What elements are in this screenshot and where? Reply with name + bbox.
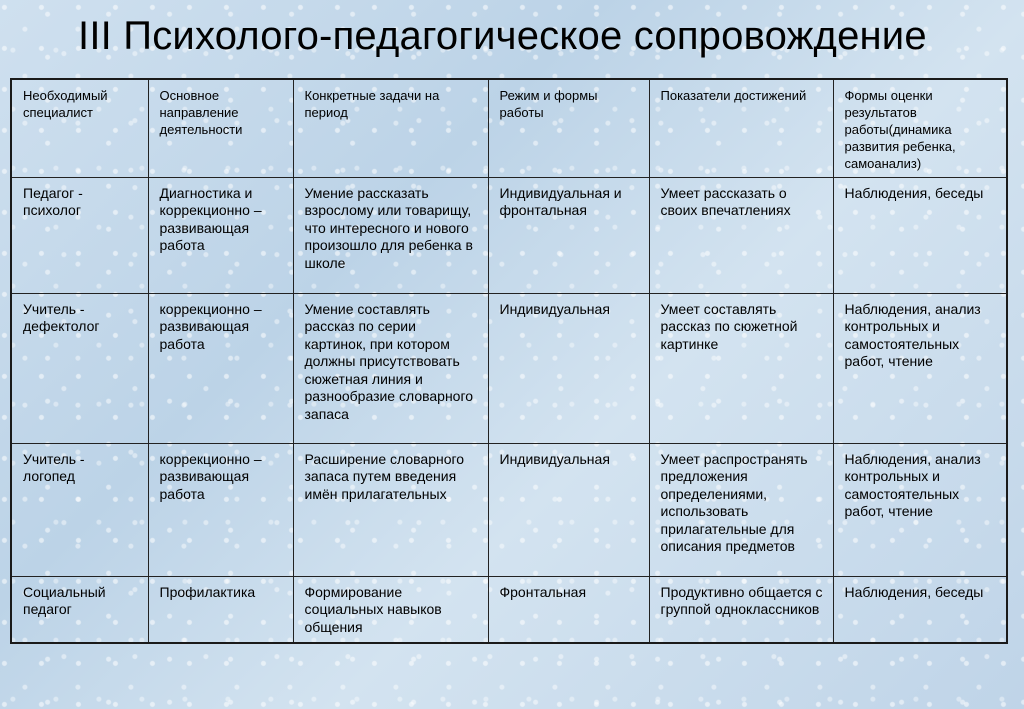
header-evaluation: Формы оценки результатов работы(динамика развития ребенка, самоанализ) — [833, 79, 1007, 177]
header-mode: Режим и формы работы — [488, 79, 649, 177]
cell-achievements: Умеет рассказать о своих впечатлениях — [649, 177, 833, 293]
header-tasks: Конкретные задачи на период — [293, 79, 488, 177]
cell-direction: коррекционно – развивающая работа — [148, 293, 293, 443]
cell-specialist: Учитель - логопед — [11, 443, 148, 576]
cell-tasks: Расширение словарного запаса путем введения имён прилагательных — [293, 443, 488, 576]
cell-specialist: Педагог - психолог — [11, 177, 148, 293]
table-row — [11, 293, 1007, 443]
cell-evaluation: Наблюдения, анализ контрольных и самостоятельных работ, чтение — [833, 293, 1007, 443]
cell-mode: Индивидуальная и фронтальная — [488, 177, 649, 293]
cell-direction: коррекционно – развивающая работа — [148, 443, 293, 576]
cell-tasks: Формирование социальных навыков общения — [293, 576, 488, 643]
slide-title: III Психолого-педагогическое сопровождение — [78, 14, 927, 58]
cell-tasks: Умение рассказать взрослому или товарищу, что интересного и нового произошло для ребенка в школе — [293, 177, 488, 293]
cell-direction: Профилактика — [148, 576, 293, 643]
table-header-row — [11, 79, 1007, 177]
cell-mode: Индивидуальная — [488, 293, 649, 443]
table-row — [11, 443, 1007, 576]
cell-mode: Фронтальная — [488, 576, 649, 643]
header-specialist: Необходимый специалист — [11, 79, 148, 177]
cell-mode: Индивидуальная — [488, 443, 649, 576]
table-row — [11, 177, 1007, 293]
support-table — [10, 78, 1008, 644]
cell-specialist: Учитель - дефектолог — [11, 293, 148, 443]
cell-evaluation: Наблюдения, беседы — [833, 576, 1007, 643]
cell-evaluation: Наблюдения, беседы — [833, 177, 1007, 293]
cell-specialist: Социальный педагог — [11, 576, 148, 643]
support-table-wrapper — [10, 78, 1006, 642]
cell-direction: Диагностика и коррекционно – развивающая работа — [148, 177, 293, 293]
cell-achievements: Умеет распространять предложения определениями, использовать прилагательные для описания предметов — [649, 443, 833, 576]
cell-achievements: Продуктивно общается с группой одноклассников — [649, 576, 833, 643]
cell-tasks: Умение составлять рассказ по серии картинок, при котором должны присутствовать сюжетная линия и разнообразие словарного запаса — [293, 293, 488, 443]
table-row — [11, 576, 1007, 643]
header-achievements: Показатели достижений — [649, 79, 833, 177]
header-direction: Основное направление деятельности — [148, 79, 293, 177]
cell-achievements: Умеет составлять рассказ по сюжетной картинке — [649, 293, 833, 443]
cell-evaluation: Наблюдения, анализ контрольных и самостоятельных работ, чтение — [833, 443, 1007, 576]
